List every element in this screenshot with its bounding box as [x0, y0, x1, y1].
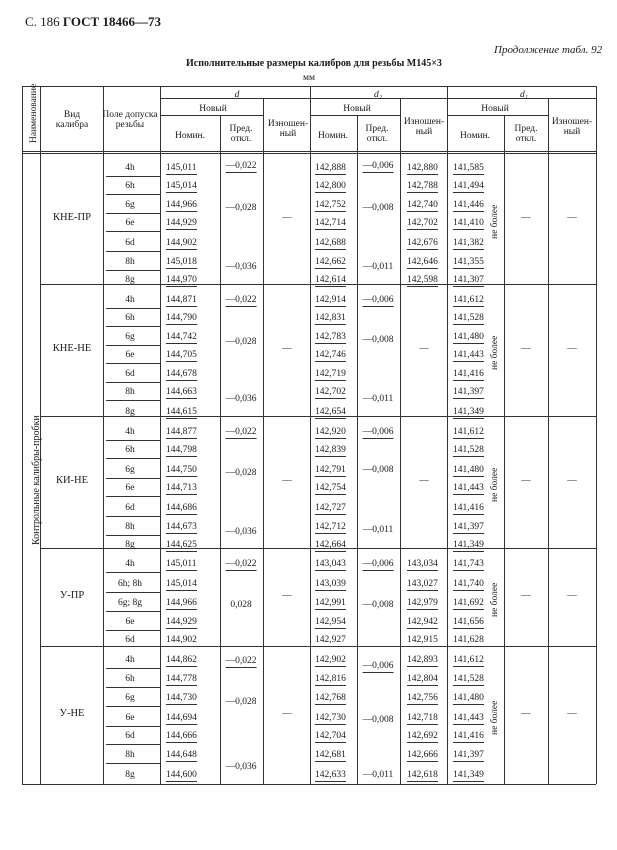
d2-worn: 142,893	[407, 655, 438, 665]
header-bottom-rule	[22, 153, 596, 154]
tolerance-field: 6e	[125, 350, 135, 360]
d-deviation: —0,022	[225, 559, 257, 569]
d-deviation: —0,036	[225, 394, 257, 404]
d-nominal: 144,666	[166, 731, 197, 741]
d-nominal: 144,902	[166, 238, 197, 248]
d-deviation: —0,028	[225, 697, 257, 707]
d1-nominal: 141,443	[453, 350, 484, 360]
d1-nominal: 141,480	[453, 465, 484, 475]
header-d2: d₂	[373, 90, 383, 100]
d-nominal: 144,705	[166, 350, 197, 360]
d2-nominal: 142,783	[315, 332, 346, 342]
header-nomin-d: Номин.	[175, 131, 205, 141]
d-nominal: 144,673	[166, 522, 197, 532]
d-deviation: —0,022	[225, 656, 257, 666]
d2-deviation: —0,006	[362, 661, 394, 671]
tolerance-underline	[106, 326, 160, 327]
rule-line	[263, 98, 264, 784]
d-nominal: 144,686	[166, 503, 197, 513]
tolerance-underline	[106, 251, 160, 252]
tolerance-field: 4h	[125, 295, 135, 305]
header-pole-2: резьбы	[115, 120, 145, 130]
header-d1: d₁	[519, 90, 529, 100]
d-nominal: 144,600	[166, 770, 197, 780]
d-nominal: 144,730	[166, 693, 197, 703]
d1-limit-note: не более	[490, 582, 500, 617]
tolerance-underline	[106, 345, 160, 346]
d1-nominal: 141,743	[453, 559, 484, 569]
rule-line	[447, 86, 448, 784]
d2-nominal: 142,754	[315, 483, 346, 493]
header-rule	[310, 115, 400, 116]
tolerance-field: 6h	[125, 313, 135, 323]
tolerance-underline	[106, 176, 160, 177]
d1-nominal: 141,585	[453, 163, 484, 173]
tolerance-field: 8g	[125, 770, 135, 780]
tolerance-field: 8h	[125, 750, 135, 760]
table-title: Исполнительные размеры калибров для резьбы М145×3	[186, 58, 442, 69]
d2-nominal: 142,954	[315, 617, 346, 627]
tolerance-underline	[106, 535, 160, 536]
tolerance-field: 6g	[125, 332, 135, 342]
rule-line	[400, 98, 401, 784]
header-pred-d1-2: откл.	[515, 134, 537, 144]
d2-nominal: 142,791	[315, 465, 346, 475]
d1-nominal: 141,349	[453, 540, 484, 550]
d-deviation: —0,022	[225, 161, 257, 171]
d1-worn-dash: —	[567, 344, 577, 354]
d1-worn-dash: —	[567, 212, 577, 223]
d2-worn: 142,756	[407, 693, 438, 703]
d-worn-dash: —	[282, 591, 292, 601]
header-novyi-d1: Новый	[481, 104, 509, 114]
tolerance-field: 8h	[125, 257, 135, 267]
rule-line	[22, 86, 23, 784]
d2-nominal: 142,688	[315, 238, 346, 248]
d-worn-dash: —	[282, 709, 292, 719]
d-deviation: —0,022	[225, 427, 257, 437]
d-nominal: 144,615	[166, 407, 197, 417]
tolerance-field: 6h	[125, 674, 135, 684]
header-naimenovanie: Наименование	[29, 83, 39, 143]
d2-deviation: —0,008	[362, 335, 394, 345]
standard-name: ГОСТ 18466—73	[62, 14, 161, 29]
d1-nominal: 141,612	[453, 655, 484, 665]
d2-nominal: 142,614	[315, 275, 346, 285]
d-nominal: 144,742	[166, 332, 197, 342]
d2-worn: 142,718	[407, 713, 438, 723]
tolerance-underline	[106, 763, 160, 764]
tolerance-underline	[106, 572, 160, 573]
rule-line	[103, 86, 104, 784]
d1-deviation-dash: —	[521, 709, 531, 719]
d2-worn: 142,702	[407, 218, 438, 228]
tolerance-underline	[106, 213, 160, 214]
d2-nominal: 142,920	[315, 427, 346, 437]
d-worn-dash: —	[282, 344, 292, 354]
header-izn-d1-2: ный	[563, 127, 581, 137]
d1-nominal: 141,397	[453, 750, 484, 760]
d1-nominal: 141,446	[453, 200, 484, 210]
d1-nominal: 141,349	[453, 407, 484, 417]
d2-nominal: 142,704	[315, 731, 346, 741]
d-nominal: 144,877	[166, 427, 197, 437]
d2-nominal: 142,664	[315, 540, 346, 550]
d1-nominal: 141,528	[453, 313, 484, 323]
header-pole-1: Поле допуска	[102, 110, 158, 120]
d1-nominal: 141,416	[453, 731, 484, 741]
d1-deviation-dash: —	[521, 476, 531, 486]
d-nominal: 144,625	[166, 540, 197, 550]
table-continuation: Продолжение табл. 92	[494, 44, 603, 56]
d-nominal: 145,014	[166, 181, 197, 191]
tolerance-field: 6e	[125, 617, 135, 627]
tolerance-field: 6d	[125, 503, 135, 513]
d-deviation: 0,028	[230, 600, 252, 610]
d2-nominal: 142,914	[315, 295, 346, 305]
tolerance-underline	[106, 516, 160, 517]
tolerance-underline	[106, 496, 160, 497]
rule-line	[548, 98, 549, 784]
d-deviation: —0,036	[225, 262, 257, 272]
rule-line	[220, 115, 221, 784]
d-nominal: 144,929	[166, 617, 197, 627]
header-izn-d-1: Изношен-	[267, 119, 309, 129]
d2-nominal: 143,043	[315, 559, 346, 569]
header-izn-d2-1: Изношен-	[403, 117, 445, 127]
d2-nominal: 142,816	[315, 674, 346, 684]
d2-nominal: 142,768	[315, 693, 346, 703]
header-izn-d2-2: ный	[415, 127, 433, 137]
d2-worn-dash: —	[419, 344, 429, 354]
d1-nominal: 141,656	[453, 617, 484, 627]
tolerance-underline	[106, 363, 160, 364]
d1-nominal: 141,397	[453, 522, 484, 532]
d2-deviation: —0,008	[362, 600, 394, 610]
tolerance-field: 6e	[125, 218, 135, 228]
rule-line	[310, 86, 311, 784]
d2-deviation: —0,006	[362, 427, 394, 437]
d1-limit-note: не более	[490, 204, 500, 239]
d1-nominal: 141,443	[453, 713, 484, 723]
tolerance-underline	[106, 611, 160, 612]
tolerance-field: 4h	[125, 655, 135, 665]
d2-deviation: —0,008	[362, 715, 394, 725]
d1-limit-note: не более	[490, 335, 500, 370]
tolerance-underline	[106, 400, 160, 401]
tolerance-field: 8h	[125, 522, 135, 532]
tolerance-field: 6e	[125, 483, 135, 493]
d2-worn: 142,618	[407, 770, 438, 780]
tolerance-field: 8h	[125, 387, 135, 397]
tolerance-field: 6d	[125, 369, 135, 379]
d1-nominal: 141,628	[453, 635, 484, 645]
header-pred-d-1: Пред.	[229, 124, 253, 134]
d2-nominal: 142,746	[315, 350, 346, 360]
tolerance-underline	[106, 726, 160, 727]
tolerance-underline	[106, 440, 160, 441]
d2-nominal: 142,712	[315, 522, 346, 532]
header-vid-1: Вид	[63, 110, 81, 120]
d2-nominal: 142,633	[315, 770, 346, 780]
d-deviation: —0,028	[225, 203, 257, 213]
d2-nominal: 142,991	[315, 598, 346, 608]
tolerance-field: 8g	[125, 407, 135, 417]
header-pred-d-2: откл.	[230, 134, 252, 144]
d2-worn: 142,598	[407, 275, 438, 285]
d-nominal: 144,966	[166, 200, 197, 210]
tolerance-field: 6g	[125, 200, 135, 210]
d2-worn: 142,880	[407, 163, 438, 173]
d2-nominal: 142,839	[315, 445, 346, 455]
header-pred-d2-1: Пред.	[365, 124, 389, 134]
d2-deviation: —0,008	[362, 203, 394, 213]
tolerance-field: 6g; 8g	[117, 598, 143, 608]
tolerance-field: 4h	[125, 163, 135, 173]
d2-nominal: 142,654	[315, 407, 346, 417]
header-bottom-rule	[22, 151, 596, 152]
header-pred-d1-1: Пред.	[514, 124, 538, 134]
tolerance-field: 8g	[125, 540, 135, 550]
d1-nominal: 141,307	[453, 275, 484, 285]
page-number: С. 186	[25, 14, 60, 29]
gauge-type-name: У-НЕ	[59, 708, 85, 719]
d2-worn: 143,027	[407, 579, 438, 589]
gauge-type-name: КИ-НЕ	[55, 475, 89, 486]
d2-nominal: 142,831	[315, 313, 346, 323]
d2-nominal: 142,702	[315, 387, 346, 397]
d2-nominal: 142,730	[315, 713, 346, 723]
d-deviation: —0,028	[225, 468, 257, 478]
d2-worn: 142,740	[407, 200, 438, 210]
tolerance-field: 6g	[125, 465, 135, 475]
d1-nominal: 141,740	[453, 579, 484, 589]
d1-nominal: 141,480	[453, 332, 484, 342]
d1-worn-dash: —	[567, 591, 577, 601]
d-nominal: 144,694	[166, 713, 197, 723]
d2-worn: 142,788	[407, 181, 438, 191]
tolerance-field: 6d	[125, 635, 135, 645]
d2-nominal: 142,752	[315, 200, 346, 210]
d1-worn-dash: —	[567, 709, 577, 719]
d-nominal: 144,648	[166, 750, 197, 760]
d1-nominal: 141,416	[453, 503, 484, 513]
tolerance-underline	[106, 478, 160, 479]
d2-nominal: 143,039	[315, 579, 346, 589]
d-nominal: 145,014	[166, 579, 197, 589]
d-nominal: 144,966	[166, 598, 197, 608]
tolerance-field: 6g	[125, 693, 135, 703]
gauge-type-name: КНЕ-ПР	[53, 211, 91, 223]
d2-deviation: —0,006	[362, 161, 394, 171]
tolerance-field: 8g	[125, 275, 135, 285]
header-novyi-d2: Новый	[343, 104, 371, 114]
tolerance-underline	[106, 382, 160, 383]
tolerance-underline	[106, 231, 160, 232]
d2-deviation: —0,011	[362, 394, 394, 404]
d1-limit-note: не более	[490, 700, 500, 735]
d-nominal: 144,871	[166, 295, 197, 305]
d-deviation: —0,036	[225, 762, 257, 772]
page-header	[25, 14, 161, 30]
d2-worn: 142,804	[407, 674, 438, 684]
table-top-rule	[22, 86, 596, 87]
d2-nominal: 142,727	[315, 503, 346, 513]
d-nominal: 144,970	[166, 275, 197, 285]
tolerance-underline	[106, 308, 160, 309]
d2-worn: 143,034	[407, 559, 438, 569]
gauge-type-name: У-ПР	[59, 590, 85, 601]
d-nominal: 144,678	[166, 369, 197, 379]
tolerance-underline	[106, 270, 160, 271]
d2-deviation: —0,011	[362, 262, 394, 272]
d-deviation: —0,022	[225, 295, 257, 305]
d-nominal: 144,929	[166, 218, 197, 228]
d1-nominal: 141,410	[453, 218, 484, 228]
tolerance-underline	[106, 458, 160, 459]
header-novyi-d: Новый	[199, 104, 227, 114]
d2-nominal: 142,714	[315, 218, 346, 228]
d1-deviation-dash: —	[521, 344, 531, 354]
d1-worn-dash: —	[567, 476, 577, 486]
d2-worn: 142,676	[407, 238, 438, 248]
d2-deviation: —0,011	[362, 525, 394, 535]
header-d: d	[234, 90, 240, 100]
table-bottom-rule	[22, 784, 596, 785]
tolerance-field: 6d	[125, 731, 135, 741]
d1-deviation-dash: —	[521, 591, 531, 601]
d2-worn: 142,646	[407, 257, 438, 267]
d2-worn: 142,979	[407, 598, 438, 608]
header-vid-2: калибра	[55, 120, 89, 130]
d2-worn: 142,666	[407, 750, 438, 760]
unit-label: мм	[302, 73, 316, 83]
tolerance-underline	[106, 592, 160, 593]
d2-worn: 142,942	[407, 617, 438, 627]
tolerance-field: 6e	[125, 713, 135, 723]
d2-deviation: —0,006	[362, 559, 394, 569]
d-nominal: 145,011	[166, 559, 197, 569]
header-izn-d1-1: Изношен-	[551, 117, 593, 127]
rule-line	[357, 115, 358, 784]
d-nominal: 145,011	[166, 163, 197, 173]
tolerance-field: 6h	[125, 445, 135, 455]
d1-nominal: 141,382	[453, 238, 484, 248]
tolerance-underline	[106, 668, 160, 669]
d1-nominal: 141,397	[453, 387, 484, 397]
d1-nominal: 141,355	[453, 257, 484, 267]
d2-nominal: 142,927	[315, 635, 346, 645]
d-nominal: 144,778	[166, 674, 197, 684]
d-deviation: —0,036	[225, 527, 257, 537]
d2-nominal: 142,902	[315, 655, 346, 665]
d2-nominal: 142,800	[315, 181, 346, 191]
rule-line	[504, 115, 505, 784]
d-worn-dash: —	[282, 476, 292, 486]
d1-nominal: 141,612	[453, 427, 484, 437]
tolerance-underline	[106, 630, 160, 631]
d2-deviation: —0,011	[362, 770, 394, 780]
d-nominal: 144,862	[166, 655, 197, 665]
header-rule	[447, 115, 548, 116]
d-nominal: 144,713	[166, 483, 197, 493]
d1-nominal: 141,494	[453, 181, 484, 191]
d1-limit-note: не более	[490, 467, 500, 502]
d2-nominal: 142,662	[315, 257, 346, 267]
header-nomin-d1: Номин.	[460, 131, 490, 141]
header-izn-d-2: ный	[279, 129, 297, 139]
tolerance-field: 6h	[125, 181, 135, 191]
d2-nominal: 142,888	[315, 163, 346, 173]
tolerance-underline	[106, 687, 160, 688]
d2-worn: 142,915	[407, 635, 438, 645]
tolerance-underline	[106, 744, 160, 745]
d1-nominal: 141,612	[453, 295, 484, 305]
d-nominal: 145,018	[166, 257, 197, 267]
d1-nominal: 141,528	[453, 674, 484, 684]
tolerance-underline	[106, 194, 160, 195]
tolerance-field: 6d	[125, 238, 135, 248]
row-group-label: Контрольные калибры-пробки	[31, 415, 42, 545]
d2-deviation: —0,006	[362, 295, 394, 305]
header-nomin-d2: Номин.	[318, 131, 348, 141]
rule-line	[596, 86, 597, 784]
d2-worn-dash: —	[419, 476, 429, 486]
d-nominal: 144,790	[166, 313, 197, 323]
d2-deviation: —0,008	[362, 465, 394, 475]
tolerance-field: 4h	[125, 559, 135, 569]
d-nominal: 144,750	[166, 465, 197, 475]
d-nominal: 144,902	[166, 635, 197, 645]
header-rule	[160, 115, 263, 116]
gauge-type-name: КНЕ-НЕ	[52, 343, 92, 354]
d2-nominal: 142,681	[315, 750, 346, 760]
d1-nominal: 141,528	[453, 445, 484, 455]
d1-nominal: 141,416	[453, 369, 484, 379]
d-nominal: 144,798	[166, 445, 197, 455]
d1-nominal: 141,480	[453, 693, 484, 703]
d-deviation: —0,028	[225, 337, 257, 347]
d1-deviation-dash: —	[521, 212, 531, 223]
d1-nominal: 141,443	[453, 483, 484, 493]
d-nominal: 144,663	[166, 387, 197, 397]
header-pred-d2-2: откл.	[366, 134, 388, 144]
d1-nominal: 141,692	[453, 598, 484, 608]
d-worn-dash: —	[282, 212, 292, 223]
tolerance-underline	[106, 706, 160, 707]
d2-worn: 142,692	[407, 731, 438, 741]
tolerance-field: 6h; 8h	[117, 579, 143, 589]
tolerance-field: 4h	[125, 427, 135, 437]
d2-nominal: 142,719	[315, 369, 346, 379]
rule-line	[160, 86, 161, 784]
d1-nominal: 141,349	[453, 770, 484, 780]
